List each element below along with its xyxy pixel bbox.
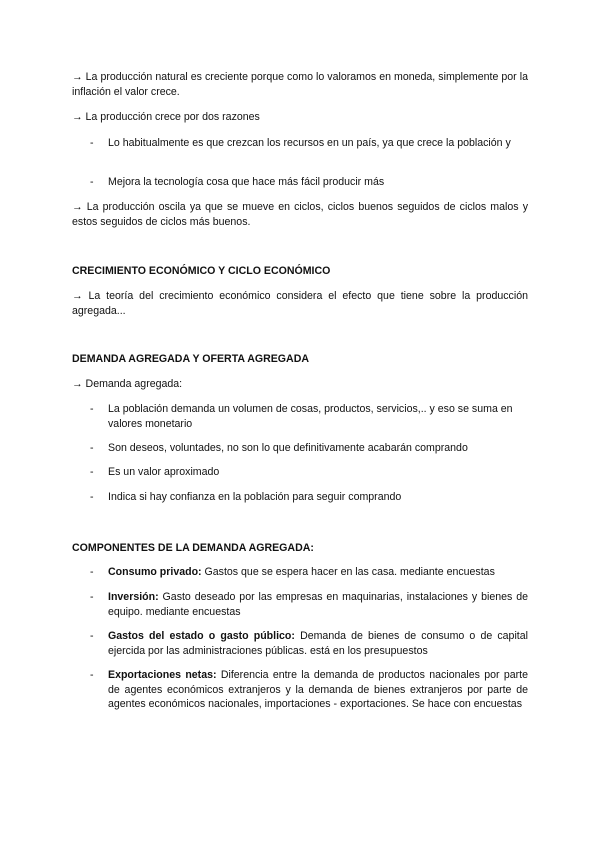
list-dash: - [90,491,94,503]
term-exportaciones-netas: Exportaciones netas: [108,669,217,681]
section-heading-demanda-oferta: DEMANDA AGREGADA Y OFERTA AGREGADA [72,353,309,365]
intro-paragraph-3: → La producción oscila ya que se mueve en ciclos, ciclos buenos seguidos de ciclos malos y estos seguidos de ciclos más buenos. [72,201,528,228]
term-description: Gasto deseado por las empresas en maquinarias, instalaciones y bienes de equipo. mediante encuestas [108,591,528,618]
term-description: Demanda de bienes de consumo o de capital ejercida por las administraciones públicas. está en los presupuestos [108,630,528,657]
list-item-text [108,565,528,580]
list-item [90,465,528,480]
list-item-text: Lo habitualmente es que crezcan los recursos en un país, ya que crece la población y [108,137,511,149]
list-dash: - [90,137,94,149]
list-dash: - [90,669,94,681]
intro-paragraph-1: → La producción natural es creciente porque como lo valoramos en moneda, simplemente por la inflación el valor crece. [72,71,528,98]
list-item-text: La población demanda un volumen de cosas, productos, servicios,.. y eso se suma en valores monetario [108,403,513,430]
list-item [90,402,528,431]
term-consumo-privado: Consumo privado: [108,566,202,578]
list-dash: - [90,403,94,415]
list-item [90,136,528,151]
term-gasto-publico: Gastos del estado o gasto público: [108,630,295,642]
intro-paragraph-2: → La producción crece por dos razones [72,111,260,123]
list-dash: - [90,176,94,188]
list-item-text [108,668,528,712]
list-item [90,441,528,456]
term-inversion: Inversión: [108,591,159,603]
list-item [90,565,528,580]
section2-paragraph: → Demanda agregada: [72,378,183,390]
list-item [90,668,528,712]
list-item [90,590,528,619]
list-dash: - [90,566,94,578]
list-dash: - [90,442,94,454]
list-item-text: Es un valor aproximado [108,466,220,478]
list-item-text: Indica si hay confianza en la población para seguir comprando [108,491,402,503]
list-item [90,175,528,190]
list-item-text [108,590,528,619]
list-dash: - [90,466,94,478]
term-description: Diferencia entre la demanda de productos nacionales por parte de agentes económicos extranjeros y la demanda de bienes extranjeros por parte de agentes económicos nacionales, importaciones - exportaciones. Se hace con encuestas [108,669,528,710]
section1-paragraph: → La teoría del crecimiento económico considera el efecto que tiene sobre la producción agregada... [72,290,528,317]
section-heading-crecimiento: CRECIMIENTO ECONÓMICO Y CICLO ECONÓMICO [72,265,331,277]
list-item [90,629,528,658]
term-description: Gastos que se espera hacer en las casa. mediante encuestas [201,566,495,578]
list-dash: - [90,630,94,642]
list-item-text [108,629,528,658]
section-heading-componentes: COMPONENTES DE LA DEMANDA AGREGADA: [72,542,314,554]
list-item [90,490,528,505]
list-item-text: Son deseos, voluntades, no son lo que definitivamente acabarán comprando [108,442,468,454]
list-dash: - [90,591,94,603]
list-item-text: Mejora la tecnología cosa que hace más fácil producir más [108,176,385,188]
